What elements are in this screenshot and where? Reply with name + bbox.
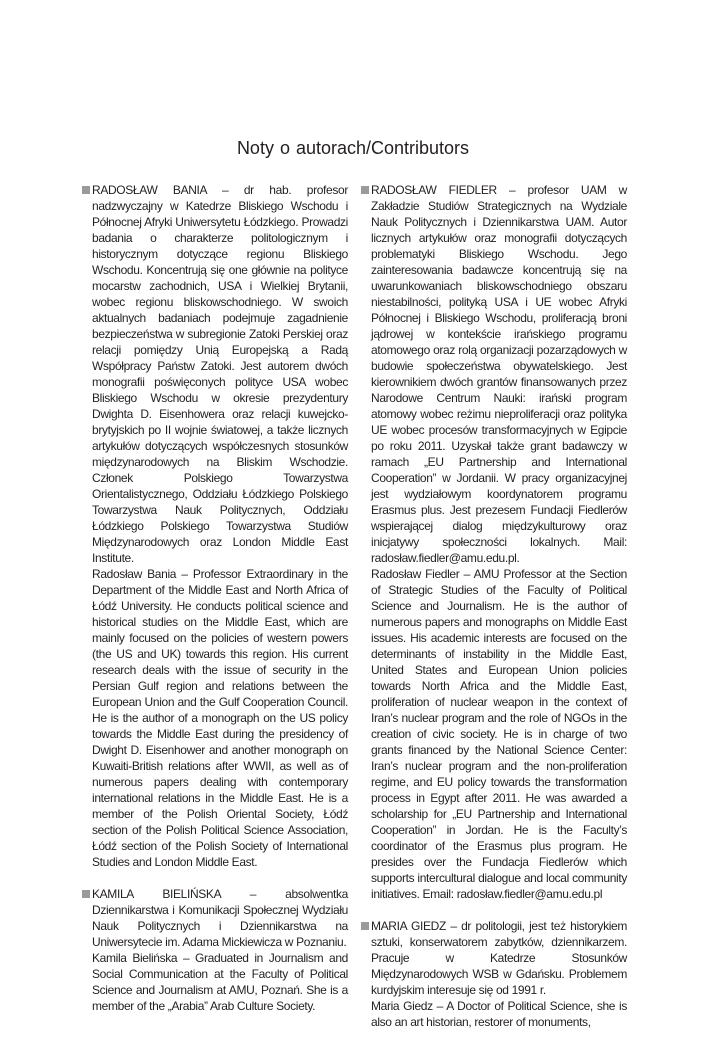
bio-english: Radosław Bania – Professor Extraordinary in the Department of the Middle East and North Africa of Łódź University. He conducts political science and historical studies on the Middle East, which are mainly focused on the policies of western powers (the US and UK) towards this region. His current research deals with the issue of security in the Persian Gulf region and relations between the European Union and the Gulf Cooperation Council. He is the author of a monograph on the US policy towards the Middle East during the presidency of Dwight D. Eisenhower and another monograph on Kuwaiti-British relations after WWII, as well as of numerous papers dealing with contemporary international relations in the Middle East. He is a member of the Polish Oriental Society, Łódź section of the Polish Political Science Association, Łódź section of the Polish Society of International Studies and London Middle East. — [92, 567, 348, 869]
bullet-square-icon — [82, 186, 90, 194]
bullet-square-icon — [82, 890, 90, 898]
bio-polish-text: MARIA GIEDZ – dr politologii, jest też historykiem sztuki, konserwatorem zabytków, dziennikarzem. Pracuje w Katedrze Stosunków Międzynarodowych WSB w Gdańsku. Problemem kurdyjskim interesuje się od 1991 r. — [371, 919, 627, 997]
bullet-square-icon — [361, 186, 369, 194]
bio-polish — [82, 886, 348, 950]
page-title: Noty o autorach/Contributors — [236, 138, 470, 158]
bio-entry-bielinska — [82, 886, 348, 1014]
bio-english: Radosław Fiedler – AMU Professor at the Section of Strategic Studies of the Faculty of Political Science and Journalism. He is the author of numerous papers and monographs on Middle East issues. His academic interests are focused on the determinants of instability in the Middle East, United States and European Union policies towards North Africa and the Middle East, proliferation of nuclear weapon in the context of Iran’s nuclear program and the role of NGOs in the creation of civic society. He is in charge of two grants financed by the National Science Center: Iran’s nuclear program and the non-proliferation regime, and EU policy towards the transformation process in Egypt after 2011. He was awarded a scholarship for „EU Partnership and International Cooperation” in Jordan. He is the Faculty’s coordinator of the Erasmus plus program. He presides over the Fundacja Fiedlerów which supports intercultural dialogue and local community initiatives. Email: radosław.fiedler@amu.edu.pl — [371, 567, 627, 901]
bio-entry-giedz — [361, 918, 627, 1030]
bio-english: Maria Giedz – A Doctor of Political Science, she is also an art historian, restorer of monuments, — [371, 999, 627, 1029]
bio-polish — [361, 918, 627, 998]
left-column — [82, 182, 348, 1030]
bio-english: Kamila Bielińska – Graduated in Journalism and Social Communication at the Faculty of Political Science and Journalism at AMU, Poznań. She is a member of the „Arabia” Arab Culture Society. — [92, 951, 348, 1013]
bio-polish-text: RADOSŁAW BANIA – dr hab. profesor nadzwyczajny w Katedrze Bliskiego Wschodu i Północnej Afryki Uniwersytetu Łódzkiego. Prowadzi badania o charakterze politologicznym i historycznym dotyczące regionu Bliskiego Wschodu. Koncentrują się one głównie na polityce mocarstw zachodnich, USA i Wielkiej Brytanii, wobec regionu bliskowschodniego. W swoich aktualnych badaniach podejmuje zagadnienie bezpieczeństwa w subregionie Zatoki Perskiej oraz relacji pomiędzy Unią Europejską a Radą Współpracy Państw Zatoki. Jest autorem dwóch monografii poświęconych polityce USA wobec Bliskiego Wschodu w okresie prezydentury Dwighta D. Eisenhowera oraz relacji kuwejcko-brytyjskich po II wojnie światowej, a także licznych artykułów dotyczących współczesnych stosunków międzynarodowych na Bliskim Wschodzie. Członek Polskiego Towarzystwa Orientalistycznego, Oddziału Łódzkiego Polskiego Towarzystwa Nauk Politycznych, Oddziału Łódzkiego Polskiego Towarzystwa Studiów Międzynarodowych oraz London Middle East Institute. — [92, 183, 348, 565]
bio-polish-text: KAMILA BIELIŃSKA – absolwentka Dziennikarstwa i Komunikacji Społecznej Wydziału Nauk Politycznych i Dziennikarstwa na Uniwersytecie im. Adama Mickiewicza w Poznaniu. — [92, 887, 348, 949]
right-column — [361, 182, 627, 1046]
bio-polish — [361, 182, 627, 566]
bullet-square-icon — [361, 922, 369, 930]
bio-polish — [82, 182, 348, 566]
bio-entry-fiedler — [361, 182, 627, 902]
bio-polish-text: RADOSŁAW FIEDLER – profesor UAM w Zakładzie Studiów Strategicznych na Wydziale Nauk Politycznych i Dziennikarstwa UAM. Autor licznych artykułów oraz monografii dotyczących problematyki Bliskiego Wschodu. Jego zainteresowania badawcze koncentrują się na uwarunkowaniach bliskowschodniego obszaru niestabilności, polityką USA i UE wobec Afryki Północnej i Bliskiego Wschodu, proliferacją broni jądrowej w kontekście irańskiego programu atomowego oraz rolą organizacji pozarządowych w budowie społeczeństwa obywatelskiego. Jest kierownikiem dwóch grantów finansowanych przez Narodowe Centrum Nauki: irański program atomowy wobec reżimu nieproliferacji oraz polityka UE wobec procesów transformacyjnych w Egipcie po roku 2011. Uzyskał także grant badawczy w ramach „EU Partnership and International Cooperation” w Jordanii. W pracy organizacyjnej jest wydziałowym koordynatorem programu Erasmus plus. Jest prezesem Fundacji Fiedlerów wspierającej dialog międzykulturowy oraz inicjatywy społeczności lokalnych. Mail: radosław.fiedler@amu.edu.pl. — [371, 183, 627, 565]
bio-entry-bania — [82, 182, 348, 870]
